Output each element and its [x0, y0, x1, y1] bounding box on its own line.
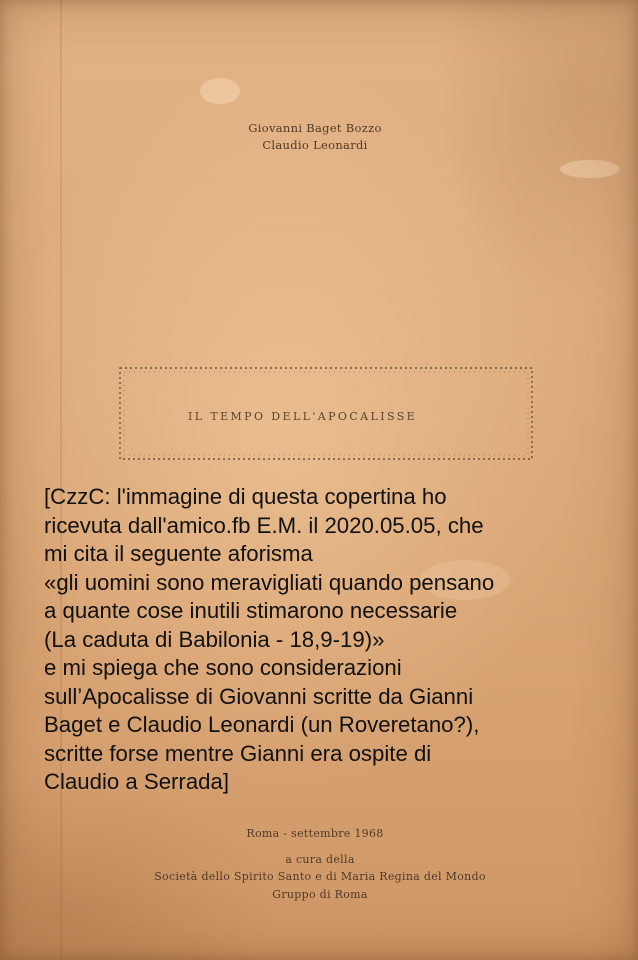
- annotation-line: scritte forse mentre Gianni era ospite di: [44, 740, 432, 766]
- book-title: IL TEMPO DELL'APOCALISSE: [188, 410, 418, 423]
- paper-stain: [560, 160, 620, 178]
- annotation-line: a quante cose inutili stimarono necessarie: [44, 598, 458, 623]
- annotation-line: [CzzC: l'immagine di questa copertina ho: [44, 484, 447, 509]
- annotation-line: (La caduta di Babilonia - 18,9-19)»: [44, 626, 385, 652]
- place-date: Roma - settembre 1968: [246, 827, 384, 840]
- paper-stain: [200, 78, 240, 104]
- annotation-line: sull’Apocalisse di Giovanni scritte da Gianni: [44, 683, 474, 709]
- curated-by: a cura della: [285, 853, 355, 866]
- annotation-line: «gli uomini sono meravigliati quando pensano: [44, 569, 495, 595]
- annotation-line: Baget e Claudio Leonardi (un Roveretano?),: [44, 712, 480, 737]
- annotation-line: ricevuta dall'amico.fb E.M. il 2020.05.05, che: [44, 512, 484, 538]
- author-name: Giovanni Baget Bozzo: [248, 121, 382, 135]
- annotation-line: e mi spiega che sono considerazioni: [44, 655, 402, 680]
- title-frame: [118, 366, 534, 461]
- society-name: Società dello Spirito Santo e di Maria Regina del Mondo: [154, 870, 486, 883]
- group-name: Gruppo di Roma: [272, 888, 368, 901]
- author-name: Claudio Leonardi: [262, 138, 368, 152]
- author-names: [220, 120, 410, 154]
- annotation-line: Claudio a Serrada]: [44, 769, 230, 794]
- annotation-text: [44, 483, 624, 797]
- publisher-imprint: [100, 826, 540, 903]
- annotation-line: mi cita il seguente aforisma: [44, 541, 313, 566]
- cover-crease: [60, 0, 62, 960]
